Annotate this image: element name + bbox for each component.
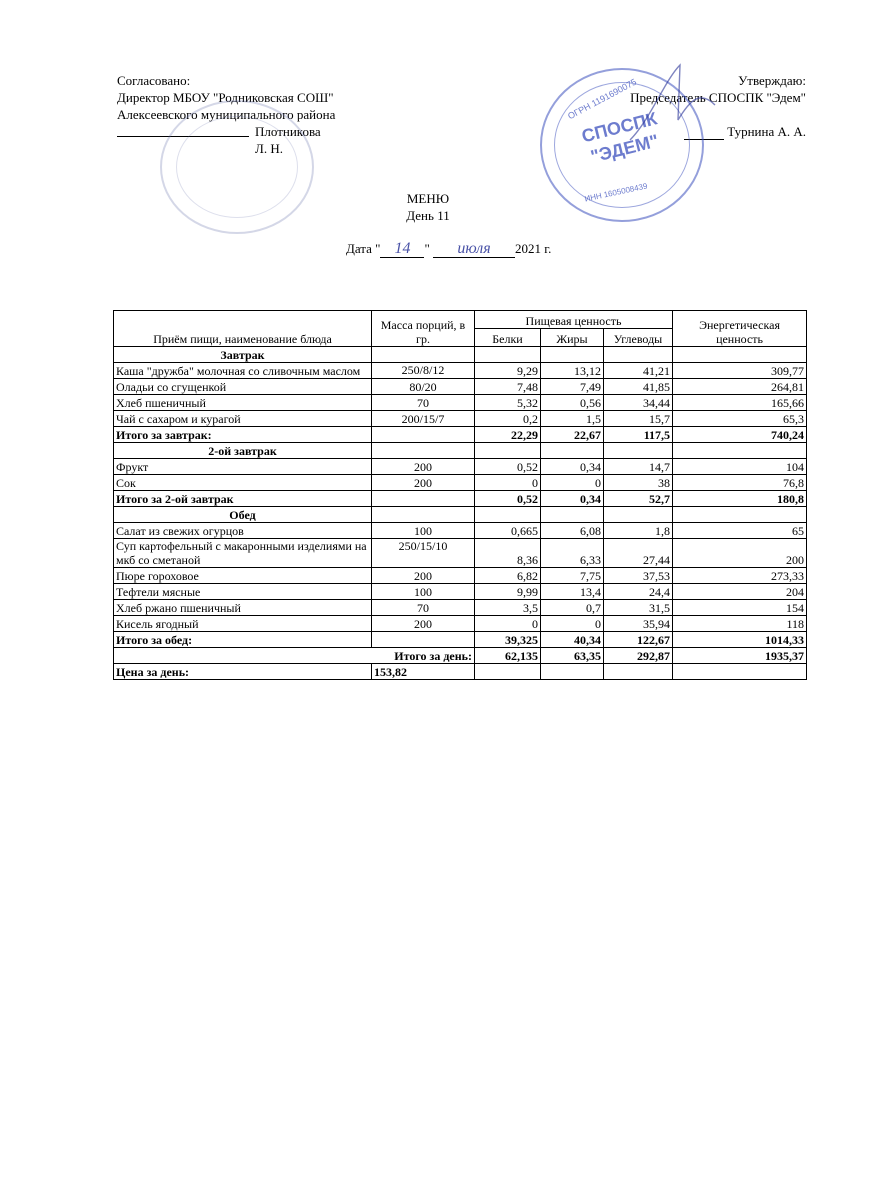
day-total-row [114, 648, 807, 664]
date-line [346, 240, 551, 258]
dish-carbs: 24,4 [604, 584, 673, 600]
approval-left-position: Директор МБОУ "Родниковская СОШ" [117, 90, 334, 105]
total-row [114, 491, 807, 507]
dish-fat: 0,56 [541, 395, 604, 411]
dish-energy: 165,66 [673, 395, 807, 411]
total-row [114, 632, 807, 648]
section-second-breakfast: 2-ой завтрак [114, 443, 372, 459]
dish-protein: 0,2 [475, 411, 541, 427]
signature-scribble [620, 60, 730, 150]
section-breakfast: Завтрак [114, 347, 372, 363]
dish-mass: 250/8/12 [372, 363, 475, 379]
approval-left-heading: Согласовано: [117, 73, 191, 88]
dish-fat: 6,08 [541, 523, 604, 539]
dish-carbs: 14,7 [604, 459, 673, 475]
table-row [114, 395, 807, 411]
dish-protein: 9,99 [475, 584, 541, 600]
menu-title: МЕНЮ [406, 191, 450, 206]
dish-fat: 0 [541, 616, 604, 632]
day-total-carbs: 292,87 [604, 648, 673, 664]
dish-energy: 65,3 [673, 411, 807, 427]
dish-carbs: 41,85 [604, 379, 673, 395]
price-row [114, 664, 807, 680]
day-total-protein: 62,135 [475, 648, 541, 664]
dish-name: Пюре гороховое [114, 568, 372, 584]
dish-carbs: 1,8 [604, 523, 673, 539]
section-row [114, 443, 807, 459]
dish-mass: 200 [372, 475, 475, 491]
seal-inn: ИНН 1605008439 [583, 181, 649, 204]
table-row [114, 568, 807, 584]
total-carbs: 122,67 [604, 632, 673, 648]
dish-energy: 104 [673, 459, 807, 475]
day-total-fat: 63,35 [541, 648, 604, 664]
total-protein: 0,52 [475, 491, 541, 507]
header-energy: Энергетическая ценность [673, 311, 807, 347]
price-value: 153,82 [372, 664, 475, 680]
total-energy: 740,24 [673, 427, 807, 443]
dish-fat: 0,34 [541, 459, 604, 475]
dish-carbs: 34,44 [604, 395, 673, 411]
menu-day: День 11 [406, 208, 450, 223]
dish-mass: 100 [372, 584, 475, 600]
dish-fat: 7,49 [541, 379, 604, 395]
total-row [114, 427, 807, 443]
date-day: 14 [380, 240, 424, 258]
dish-energy: 76,8 [673, 475, 807, 491]
table-row [114, 379, 807, 395]
dish-fat: 13,12 [541, 363, 604, 379]
dish-name: Оладьи со сгущенкой [114, 379, 372, 395]
total-label: Итого за обед: [114, 632, 372, 648]
approval-right-position: Председатель СПОСПК "Эдем" [630, 90, 806, 105]
dish-protein: 8,36 [475, 539, 541, 568]
dish-name: Хлеб пшеничный [114, 395, 372, 411]
dish-name: Фрукт [114, 459, 372, 475]
dish-mass: 200 [372, 459, 475, 475]
dish-energy: 309,77 [673, 363, 807, 379]
total-fat: 22,67 [541, 427, 604, 443]
dish-energy: 264,81 [673, 379, 807, 395]
day-total-energy: 1935,37 [673, 648, 807, 664]
day-total-label: Итого за день: [114, 648, 475, 664]
dish-mass: 70 [372, 600, 475, 616]
total-protein: 22,29 [475, 427, 541, 443]
dish-fat: 1,5 [541, 411, 604, 427]
dish-carbs: 27,44 [604, 539, 673, 568]
seal-ogrn: ОГРН 1191690075 [566, 76, 639, 122]
table-row [114, 600, 807, 616]
menu-table [113, 310, 807, 680]
dish-carbs: 38 [604, 475, 673, 491]
dish-mass: 200/15/7 [372, 411, 475, 427]
dish-protein: 3,5 [475, 600, 541, 616]
approval-right-name: Турнина А. А. [727, 124, 806, 139]
dish-name: Суп картофельный с макаронными изделиями на мкб со сметаной [114, 539, 372, 568]
dish-carbs: 41,21 [604, 363, 673, 379]
dish-fat: 7,75 [541, 568, 604, 584]
dish-mass: 250/15/10 [372, 539, 475, 568]
dish-fat: 6,33 [541, 539, 604, 568]
dish-protein: 7,48 [475, 379, 541, 395]
dish-name: Кисель ягодный [114, 616, 372, 632]
dish-protein: 0,52 [475, 459, 541, 475]
dish-energy: 200 [673, 539, 807, 568]
header-fat: Жиры [541, 329, 604, 347]
dish-protein: 6,82 [475, 568, 541, 584]
total-fat: 0,34 [541, 491, 604, 507]
table-row [114, 459, 807, 475]
dish-protein: 0,665 [475, 523, 541, 539]
total-carbs: 117,5 [604, 427, 673, 443]
dish-energy: 65 [673, 523, 807, 539]
date-prefix: Дата " [346, 241, 381, 256]
table-row [114, 523, 807, 539]
dish-carbs: 37,53 [604, 568, 673, 584]
dish-name: Салат из свежих огурцов [114, 523, 372, 539]
header-mass: Масса порций, в гр. [372, 311, 475, 347]
dish-name: Сок [114, 475, 372, 491]
table-row [114, 475, 807, 491]
approval-left-name: Плотникова Л. Н. [255, 124, 321, 156]
date-middle: " [424, 241, 434, 256]
dish-energy: 273,33 [673, 568, 807, 584]
dish-energy: 118 [673, 616, 807, 632]
total-energy: 180,8 [673, 491, 807, 507]
total-carbs: 52,7 [604, 491, 673, 507]
table-row [114, 616, 807, 632]
dish-energy: 204 [673, 584, 807, 600]
date-month: июля [433, 240, 515, 258]
dish-mass: 200 [372, 616, 475, 632]
dish-mass: 100 [372, 523, 475, 539]
table-row [114, 539, 807, 568]
dish-mass: 80/20 [372, 379, 475, 395]
dish-name: Каша "дружба" молочная со сливочным маслом [114, 363, 372, 379]
dish-protein: 0 [475, 475, 541, 491]
dish-protein: 9,29 [475, 363, 541, 379]
dish-fat: 13,4 [541, 584, 604, 600]
total-label: Итого за завтрак: [114, 427, 372, 443]
total-protein: 39,325 [475, 632, 541, 648]
section-row [114, 507, 807, 523]
table-row [114, 584, 807, 600]
dish-carbs: 35,94 [604, 616, 673, 632]
dish-name: Чай с сахаром и курагой [114, 411, 372, 427]
section-row [114, 347, 807, 363]
header-carbs: Углеводы [604, 329, 673, 347]
approval-right-heading: Утверждаю: [738, 73, 806, 88]
price-label: Цена за день: [114, 664, 372, 680]
dish-fat: 0,7 [541, 600, 604, 616]
total-energy: 1014,33 [673, 632, 807, 648]
seal-center-text: СПОСПК "ЭДЕМ" [579, 108, 661, 167]
table-row [114, 363, 807, 379]
dish-name: Тефтели мясные [114, 584, 372, 600]
dish-mass: 70 [372, 395, 475, 411]
menu-title-block [0, 190, 872, 224]
dish-fat: 0 [541, 475, 604, 491]
dish-carbs: 15,7 [604, 411, 673, 427]
dish-energy: 154 [673, 600, 807, 616]
dish-name: Хлеб ржано пшеничный [114, 600, 372, 616]
table-row [114, 411, 807, 427]
header-name: Приём пищи, наименование блюда [114, 311, 372, 347]
section-lunch: Обед [114, 507, 372, 523]
header-nutrition: Пищевая ценность [475, 311, 673, 329]
dish-carbs: 31,5 [604, 600, 673, 616]
total-fat: 40,34 [541, 632, 604, 648]
dish-protein: 0 [475, 616, 541, 632]
dish-protein: 5,32 [475, 395, 541, 411]
header-protein: Белки [475, 329, 541, 347]
approval-left-district: Алексеевского муниципального района [117, 107, 336, 122]
dish-mass: 200 [372, 568, 475, 584]
total-label: Итого за 2-ой завтрак [114, 491, 372, 507]
date-suffix: 2021 г. [515, 241, 552, 256]
